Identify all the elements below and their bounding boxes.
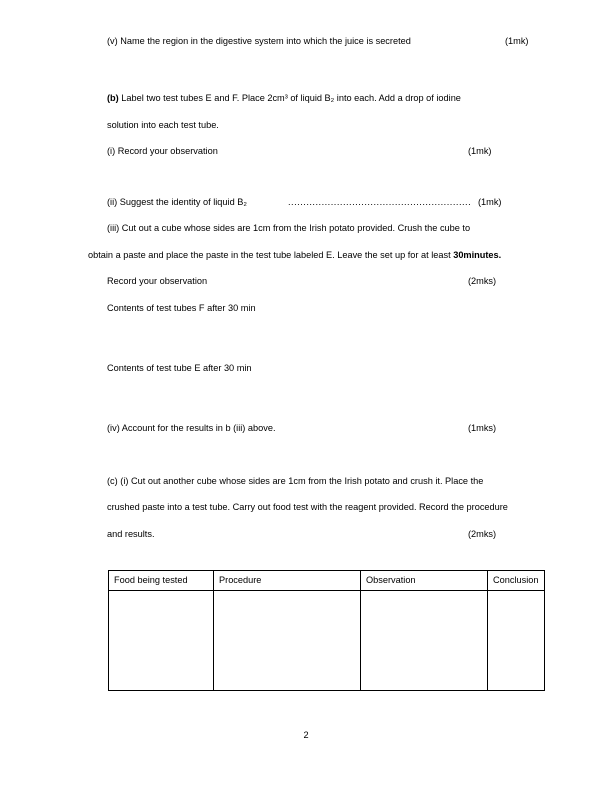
question-b-intro-text: Label two test tubes E and F. Place 2cm³ of liquid B₂ into each. Add a drop of iodine (118, 93, 461, 103)
food-test-table (108, 570, 545, 691)
question-b-iii-line2 (88, 249, 501, 261)
question-b-iii-duration: 30minutes. (453, 250, 502, 260)
question-c-i-line3: and results. (107, 529, 155, 539)
question-b-ii-text: (ii) Suggest the identity of liquid B₂ (107, 197, 247, 207)
contents-tube-f-label: Contents of test tubes F after 30 min (107, 303, 256, 313)
contents-tube-e-label: Contents of test tube E after 30 min (107, 363, 252, 373)
table-header-conclusion: Conclusion (488, 571, 545, 591)
food-test-table-header-row (109, 571, 545, 591)
question-v-text: (v) Name the region in the digestive system into which the juice is secreted (107, 36, 411, 46)
table-header-procedure: Procedure (214, 571, 361, 591)
answer-dotted-line: ............................................................ (288, 197, 472, 207)
table-cell-observation (361, 591, 488, 691)
question-b-iv-text: (iv) Account for the results in b (iii) above. (107, 423, 276, 433)
table-cell-food (109, 591, 214, 691)
question-b-intro-cont: solution into each test tube. (107, 120, 219, 130)
table-header-food: Food being tested (109, 571, 214, 591)
question-v-marks: (1mk) (505, 36, 529, 46)
table-cell-conclusion (488, 591, 545, 691)
record-observation-text: Record your observation (107, 276, 208, 286)
question-c-i-line1: (c) (i) Cut out another cube whose sides are 1cm from the Irish potato and crush it. Place the (107, 476, 484, 486)
question-b-iii-line1: (iii) Cut out a cube whose sides are 1cm from the Irish potato provided. Crush the cube to (107, 223, 471, 233)
page-number: 2 (303, 730, 309, 740)
table-cell-procedure (214, 591, 361, 691)
question-c-i-marks: (2mks) (468, 529, 497, 539)
question-b-i-text: (i) Record your observation (107, 146, 218, 156)
record-observation-marks: (2mks) (468, 276, 497, 286)
question-b-ii-marks: (1mk) (478, 197, 502, 207)
question-b-label: (b) (107, 93, 119, 103)
question-b-i-marks: (1mk) (468, 146, 492, 156)
question-c-i-line2: crushed paste into a test tube. Carry out food test with the reagent provided. Record the procedure (107, 502, 508, 512)
question-b-iv-marks: (1mks) (468, 423, 497, 433)
table-header-observation: Observation (361, 571, 488, 591)
food-test-table-empty-row (109, 591, 545, 691)
question-b-iii-line2-text: obtain a paste and place the paste in the test tube labeled E. Leave the set up for at least (88, 250, 454, 260)
question-b-intro (107, 92, 461, 104)
